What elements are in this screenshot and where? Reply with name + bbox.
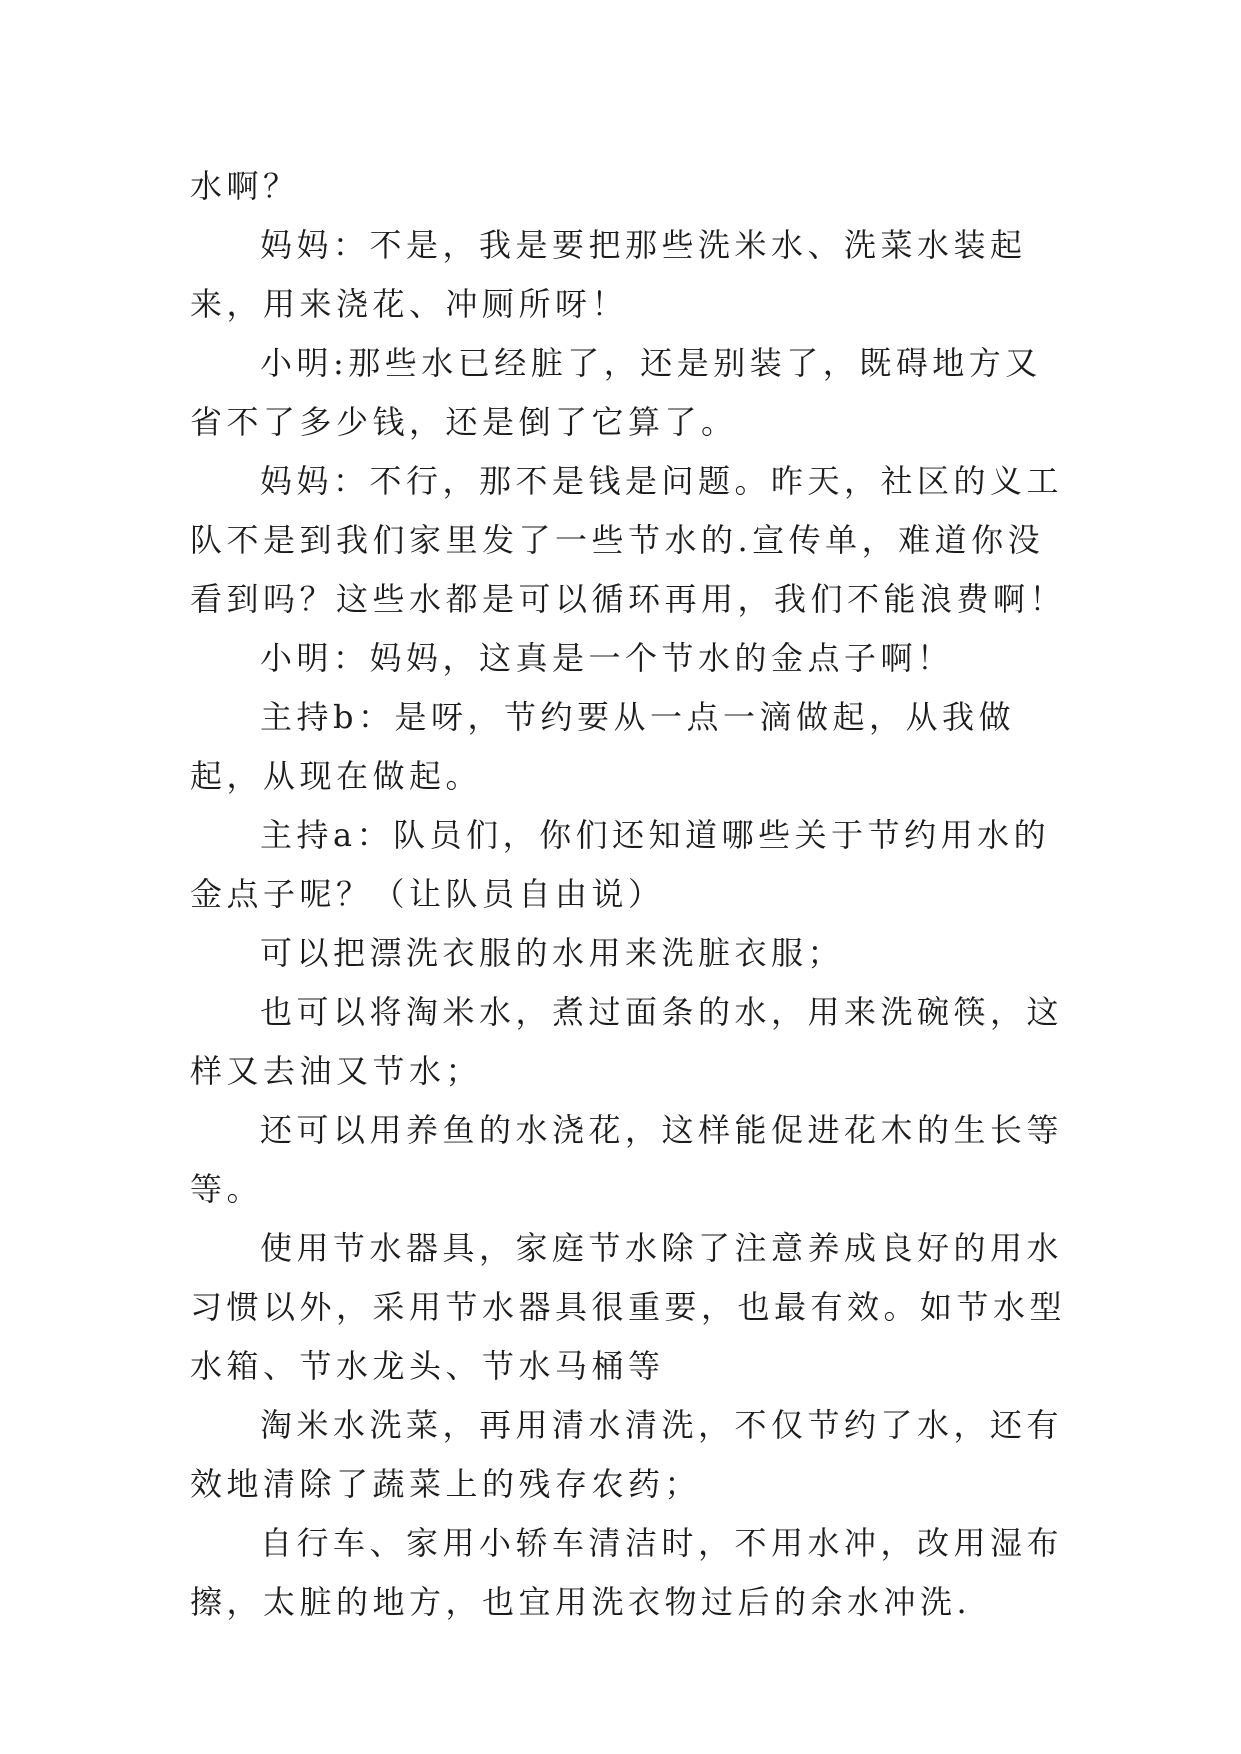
- paragraph-tip-devices: 使用节水器具，家庭节水除了注意养成良好的用水习惯以外，采用节水器具很重要，也最有效。如节水型水箱、节水龙头、节水马桶等: [190, 1229, 1067, 1385]
- document-body: [190, 157, 1070, 1632]
- paragraph-xiaoming-2: 小明：妈妈，这真是一个节水的金点子啊！: [260, 639, 954, 677]
- paragraph-host-b: 主持b：是呀，节约要从一点一滴做起，从我做起，从现在做起。: [190, 698, 1015, 795]
- paragraph-tip-vegetables: 淘米水洗菜，再用清水清洗，不仅节约了水，还有效地清除了蔬菜上的残存农药；: [190, 1406, 1064, 1503]
- paragraph-continuation: 水啊？: [190, 167, 300, 205]
- paragraph-host-a: 主持a：队员们，你们还知道哪些关于节约用水的金点子呢？（让队员自由说）: [190, 816, 1051, 913]
- paragraph-tip-laundry: 可以把漂洗衣服的水用来洗脏衣服；: [260, 934, 845, 972]
- paragraph-tip-vehicles: 自行车、家用小轿车清洁时，不用水冲，改用湿布擦，太脏的地方，也宜用洗衣物过后的余水冲洗.: [190, 1524, 1064, 1621]
- paragraph-mom-reply-2: 妈妈：不行，那不是钱是问题。昨天，社区的义工队不是到我们家里发了一些节水的.宣传单，难道你没看到吗？这些水都是可以循环再用，我们不能浪费啊！: [190, 462, 1067, 618]
- paragraph-tip-fish-water: 还可以用养鱼的水浇花，这样能促进花木的生长等等。: [190, 1111, 1064, 1208]
- paragraph-mom-reply-1: 妈妈：不是，我是要把那些洗米水、洗菜水装起来，用来浇花、冲厕所呀！: [190, 226, 1027, 323]
- paragraph-xiaoming-1: 小明:那些水已经脏了，还是别装了，既碍地方又省不了多少钱，还是倒了它算了。: [190, 344, 1042, 441]
- paragraph-tip-rice-water: 也可以将淘米水，煮过面条的水，用来洗碗筷，这样又去油又节水；: [190, 993, 1064, 1090]
